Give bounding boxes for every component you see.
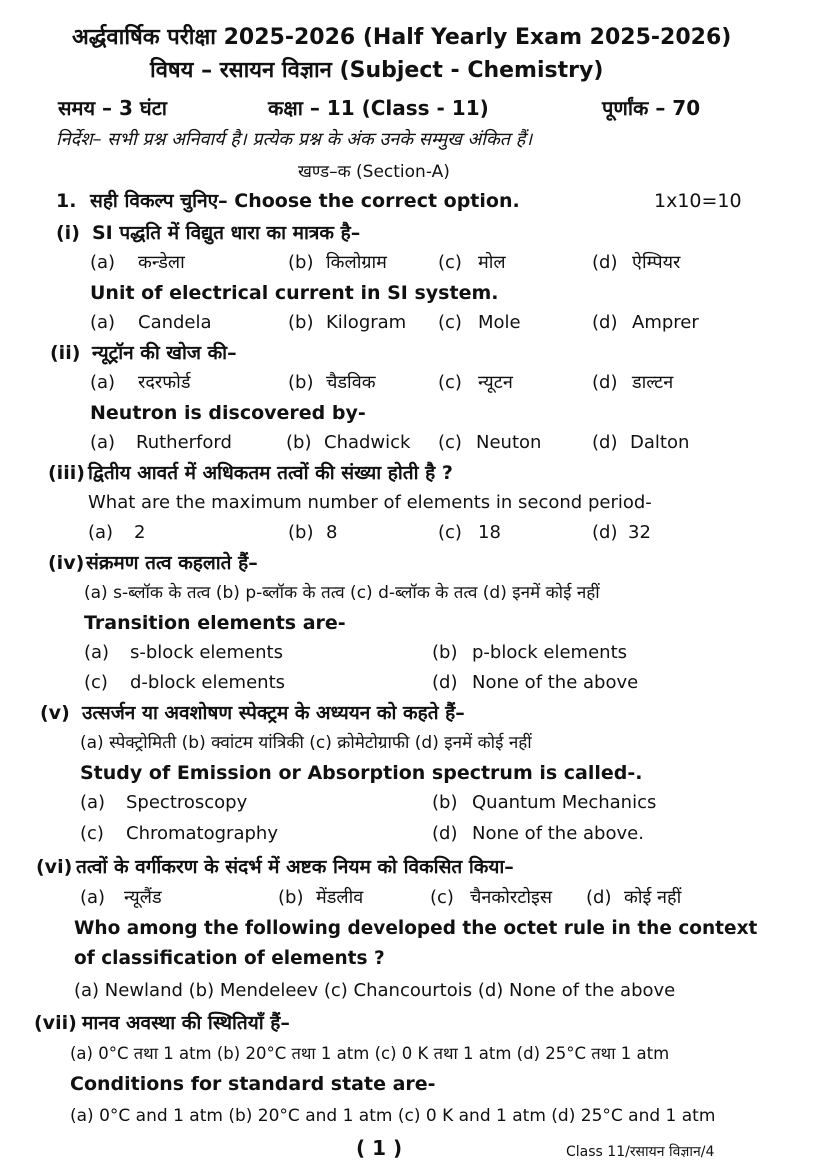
- question-hindi: संक्रमण तत्व कहलाते हैं–: [86, 552, 258, 574]
- option-label: (a): [84, 642, 110, 663]
- question-hindi: द्वितीय आवर्त में अधिकतम तत्वों की संख्या होती है ?: [88, 462, 453, 484]
- option-label: (a): [90, 312, 116, 333]
- option-text: s-block elements: [130, 642, 283, 663]
- option-text: मोल: [478, 252, 506, 273]
- paper-code: Class 11/रसायन विज्ञान/4: [566, 1144, 715, 1160]
- option-text: चैडविक: [326, 372, 376, 393]
- option-label: (a): [88, 522, 114, 543]
- option-text: कन्डेला: [138, 252, 185, 273]
- question-hindi: मानव अवस्था की स्थितियाँ हैं–: [82, 1012, 290, 1034]
- option-text: Chadwick: [324, 432, 411, 453]
- option-text: Dalton: [630, 432, 690, 453]
- q1-number: 1.: [56, 190, 77, 212]
- option-label: (a): [80, 887, 106, 908]
- question-number: (vii): [34, 1012, 77, 1034]
- question-hindi: SI पद्धति में विद्युत धारा का मात्रक है–: [92, 222, 361, 244]
- option-label: (d): [592, 312, 618, 333]
- subject-hindi: विषय – रसायन विज्ञान: [150, 58, 332, 83]
- option-text: d-block elements: [130, 672, 286, 693]
- option-label: (b): [432, 642, 458, 663]
- question-english: Study of Emission or Absorption spectrum is called-.: [80, 762, 643, 784]
- question-hindi: न्यूट्रॉन की खोज की–: [92, 342, 237, 364]
- question-english: Transition elements are-: [84, 612, 346, 634]
- instructions: निर्देश– सभी प्रश्न अनिवार्य है। प्रत्येक प्रश्न के अंक उनके सम्मुख अंकित हैं।: [56, 129, 533, 150]
- question-english: Neutron is discovered by-: [90, 402, 366, 424]
- option-label: (b): [286, 432, 312, 453]
- option-text: Kilogram: [326, 312, 407, 333]
- option-text: किलोग्राम: [326, 252, 387, 273]
- option-label: (c): [84, 672, 108, 693]
- option-label: (d): [586, 887, 612, 908]
- subject-english: (Subject - Chemistry): [339, 58, 604, 83]
- question-hindi: तत्वों के वर्गीकरण के संदर्भ में अष्टक नियम को विकसित किया–: [76, 856, 514, 878]
- option-text: न्यूलैंड: [124, 887, 162, 908]
- option-text: Spectroscopy: [126, 792, 248, 813]
- options-hindi: (a) s-ब्लॉक के तत्व (b) p-ब्लॉक के तत्व (c) d-ब्लॉक के तत्व (d) इनमें कोई नहीं: [84, 583, 600, 603]
- option-label: (c): [438, 312, 462, 333]
- question-english: Unit of electrical current in SI system.: [90, 282, 499, 304]
- exam-title: [72, 26, 731, 50]
- option-text: 2: [134, 522, 146, 543]
- option-text: ऐम्पियर: [632, 252, 681, 273]
- option-label: (c): [438, 372, 462, 393]
- option-label: (a): [90, 252, 116, 273]
- option-label: (d): [432, 823, 458, 844]
- option-label: (a): [90, 372, 116, 393]
- question-english: What are the maximum number of elements in second period-: [88, 492, 652, 513]
- option-label: (c): [438, 252, 462, 273]
- options-english: (a) 0°C and 1 atm (b) 20°C and 1 atm (c) 0 K and 1 atm (d) 25°C and 1 atm: [70, 1106, 716, 1126]
- option-text: 32: [628, 522, 651, 543]
- section-heading: खण्ड–क (Section-A): [298, 162, 450, 182]
- option-text: रदरफोर्ड: [138, 372, 191, 393]
- option-text: Amprer: [632, 312, 699, 333]
- option-label: (a): [80, 792, 106, 813]
- exam-class: कक्षा – 11 (Class - 11): [268, 96, 489, 120]
- option-text: Candela: [138, 312, 212, 333]
- option-label: (d): [592, 522, 618, 543]
- option-text: None of the above: [472, 672, 639, 693]
- option-label: (d): [432, 672, 458, 693]
- option-text: Rutherford: [136, 432, 232, 453]
- option-text: 18: [478, 522, 501, 543]
- option-label: (c): [430, 887, 454, 908]
- option-label: (b): [288, 522, 314, 543]
- option-label: (a): [90, 432, 116, 453]
- option-label: (d): [592, 432, 618, 453]
- question-english-continued: of classification of elements ?: [74, 948, 385, 969]
- option-text: मेंडलीव: [316, 887, 364, 908]
- option-text: न्यूटन: [478, 372, 513, 393]
- question-number: (iii): [48, 462, 85, 484]
- option-text: डाल्टन: [632, 372, 674, 393]
- question-number: (v): [40, 702, 70, 724]
- question-english: Conditions for standard state are-: [70, 1073, 436, 1095]
- q1-instruction: सही विकल्प चुनिए– Choose the correct option.: [90, 190, 520, 212]
- option-text: Quantum Mechanics: [472, 792, 657, 813]
- option-text: कोई नहीं: [624, 887, 682, 908]
- question-number: (i): [56, 222, 80, 244]
- exam-title-year: 2025-2026 (Half Yearly Exam 2025-2026): [223, 25, 732, 50]
- subject-line: [150, 59, 603, 83]
- option-text: p-block elements: [472, 642, 628, 663]
- exam-marks: पूर्णांक – 70: [602, 96, 701, 120]
- page-number: ( 1 ): [356, 1136, 403, 1160]
- q1-marks: 1x10=10: [654, 190, 742, 212]
- option-label: (b): [278, 887, 304, 908]
- question-number: (iv): [48, 552, 85, 574]
- option-label: (c): [438, 432, 462, 453]
- question-number: (vi): [36, 856, 73, 878]
- question-english: Who among the following developed the octet rule in the context: [74, 918, 758, 939]
- option-label: (d): [592, 372, 618, 393]
- option-label: (c): [80, 823, 104, 844]
- option-label: (d): [592, 252, 618, 273]
- option-label: (c): [438, 522, 462, 543]
- options-hindi: (a) स्पेक्ट्रोमिती (b) क्वांटम यांत्रिकी (c) क्रोमेटोग्राफी (d) इनमें कोई नहीं: [80, 733, 532, 753]
- exam-title-hindi: अर्द्धवार्षिक परीक्षा: [72, 25, 216, 50]
- option-text: Mole: [478, 312, 521, 333]
- options-english: (a) Newland (b) Mendeleev (c) Chancourtois (d) None of the above: [74, 980, 676, 1001]
- option-text: Neuton: [476, 432, 542, 453]
- option-label: (b): [288, 252, 314, 273]
- question-hindi: उत्सर्जन या अवशोषण स्पेक्ट्रम के अध्ययन को कहते हैं–: [82, 702, 465, 724]
- option-label: (b): [288, 312, 314, 333]
- options-hindi: (a) 0°C तथा 1 atm (b) 20°C तथा 1 atm (c) 0 K तथा 1 atm (d) 25°C तथा 1 atm: [70, 1044, 670, 1063]
- option-text: Chromatography: [126, 823, 278, 844]
- option-label: (b): [288, 372, 314, 393]
- question-number: (ii): [50, 342, 81, 364]
- option-text: None of the above.: [472, 823, 644, 844]
- option-label: (b): [432, 792, 458, 813]
- option-text: चैनकोरटोइस: [470, 887, 553, 908]
- option-text: 8: [326, 522, 338, 543]
- exam-time: समय – 3 घंटा: [58, 96, 167, 120]
